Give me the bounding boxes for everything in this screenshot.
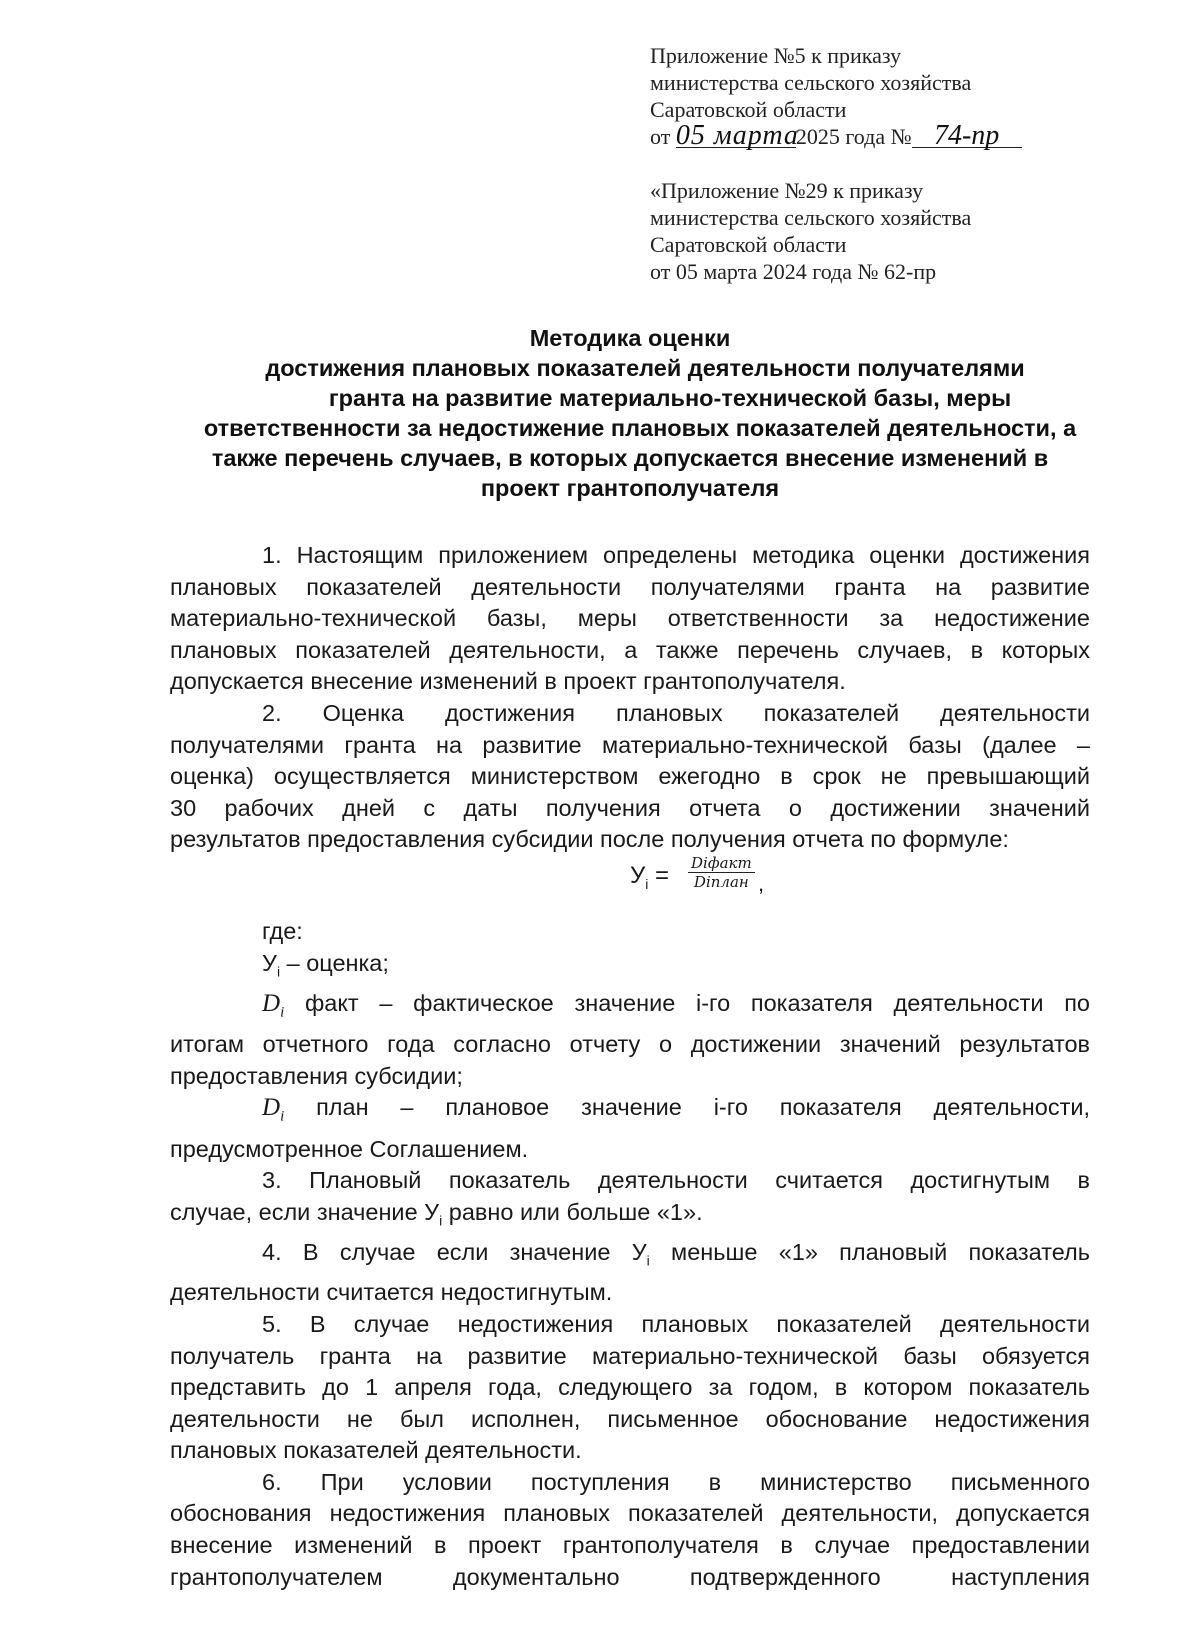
paragraph-line: внесение изменений в проект грантополучателя в случае предоставлении xyxy=(170,1532,1090,1559)
paragraph-line: грантополучателем документально подтвержденного наступления xyxy=(170,1563,1090,1590)
paragraph-line: 6. При условии поступления в министерство письменного xyxy=(262,1468,1090,1495)
title-line-1: Методика оценки xyxy=(529,325,731,351)
annex-original-header xyxy=(650,177,971,285)
annex-original-line-3: Саратовской области xyxy=(650,232,847,257)
formula xyxy=(170,854,1090,916)
paragraph-line: 3. Плановый показатель деятельности считается достигнутым в xyxy=(262,1167,1090,1194)
annex-current-line-2: министерства сельского хозяйства xyxy=(650,70,972,95)
paragraph-line: 5. В случае недостижения плановых показателей деятельности xyxy=(262,1310,1090,1337)
paragraph-line: предоставления субсидии; xyxy=(170,1062,463,1089)
paragraph-line: итогам отчетного года согласно отчету о достижении значений результатов xyxy=(170,1031,1090,1058)
paragraph-line: допускается внесение изменений в проект грантополучателя. xyxy=(170,668,846,695)
document-body xyxy=(170,540,1090,1593)
paragraph-line: получатель гранта на развитие материально-технической базы обязуется xyxy=(170,1342,1090,1369)
paragraph-line: 1. Настоящим приложением определены методика оценки достижения xyxy=(262,542,1090,568)
paragraph-5 xyxy=(170,1309,1090,1467)
paragraph-line: оценка) осуществляется министерством ежегодно в срок не превышающий xyxy=(170,763,1090,790)
paragraph-line: получателями гранта на развитие материально-технической базы (далее – xyxy=(170,731,1090,758)
where-label: где: xyxy=(262,917,303,944)
annex-current-line-1: Приложение №5 к приказу xyxy=(650,43,902,68)
title-line-3: гранта на развитие материально-технической базы, меры xyxy=(328,385,1012,411)
paragraph-1 xyxy=(170,540,1090,698)
annex-original-line-1: «Приложение №29 к приказу xyxy=(650,178,924,203)
title-line-5: также перечень случаев, в которых допускается внесение изменений в xyxy=(211,445,1049,471)
formula-denominator: Diплан xyxy=(693,872,749,891)
annex-current-header xyxy=(650,42,1022,150)
paragraph-2 xyxy=(170,698,1090,856)
definition-y: $У_i$ – оценка; xyxy=(262,949,389,980)
paragraph-line: деятельности не был исполнен, письменное обоснование недостижения xyxy=(170,1405,1090,1432)
annex-current-year: 2025 года № xyxy=(795,124,912,149)
handwritten-date: 05 марта xyxy=(675,120,799,151)
paragraph-line: деятельности считается недостигнутым. xyxy=(170,1279,613,1306)
paragraph-line: материально-технической базы, меры ответственности за недостижение xyxy=(170,605,1090,632)
formula-comma: , xyxy=(758,870,765,896)
formula-fraction xyxy=(688,854,755,891)
annex-original-line-4: от 05 марта 2024 года № 62-пр xyxy=(650,259,937,284)
paragraph-line: представить до 1 апреля года, следующего за годом, в котором показатель xyxy=(170,1374,1090,1401)
paragraph-line: результатов предоставления субсидии после получения отчета по формуле: xyxy=(170,826,1009,853)
definition-plan: $D_i$ план – плановое значение i-го показателя деятельности, предусмотренное Соглашением. xyxy=(170,1092,1090,1165)
paragraph-line: обоснования недостижения плановых показателей деятельности, допускается xyxy=(170,1500,1090,1527)
title-line-4: ответственности за недостижение плановых показателей деятельности, а xyxy=(203,415,1077,441)
annex-original-line-2: министерства сельского хозяйства xyxy=(650,205,972,230)
formula-numerator: Diфакт xyxy=(688,854,755,873)
annex-current-prefix: от xyxy=(650,124,671,149)
paragraph-6 xyxy=(170,1467,1090,1593)
paragraph-line: предусмотренное Соглашением. xyxy=(170,1135,529,1162)
formula-lhs: $У_i$ = xyxy=(630,861,670,892)
definition-fact: $D_i$ факт – фактическое значение i-го показателя деятельности по итогам отчетного года согласно отчету о достижении значений результатов предоставления субсидии; xyxy=(170,988,1090,1092)
paragraph-line: плановых показателей деятельности, а также перечень случаев, в которых xyxy=(170,636,1090,663)
document-title xyxy=(170,323,1090,503)
paragraph-line: 2. Оценка достижения плановых показателей деятельности xyxy=(262,699,1090,726)
annex-current-date-line xyxy=(650,120,1022,151)
annex-current-line-3: Саратовской области xyxy=(650,97,847,122)
paragraph-line: плановых показателей деятельности получателями гранта на развитие xyxy=(170,573,1090,600)
title-line-2: достижения плановых показателей деятельности получателями xyxy=(265,355,1025,381)
paragraph-line: плановых показателей деятельности. xyxy=(170,1437,582,1464)
handwritten-order-number: 74-пр xyxy=(912,125,1022,148)
paragraph-line: 30 рабочих дней с даты получения отчета о достижении значений xyxy=(170,794,1090,821)
paragraph-4: 4. В случае если значение $У_i$ меньше «1» плановый показатель деятельности считается недостигнутым. xyxy=(170,1237,1090,1309)
title-line-6: проект грантополучателя xyxy=(480,475,780,501)
paragraph-3: 3. Плановый показатель деятельности считается достигнутым в случае, если значение $У_i$ равно или больше «1». xyxy=(170,1167,1090,1229)
